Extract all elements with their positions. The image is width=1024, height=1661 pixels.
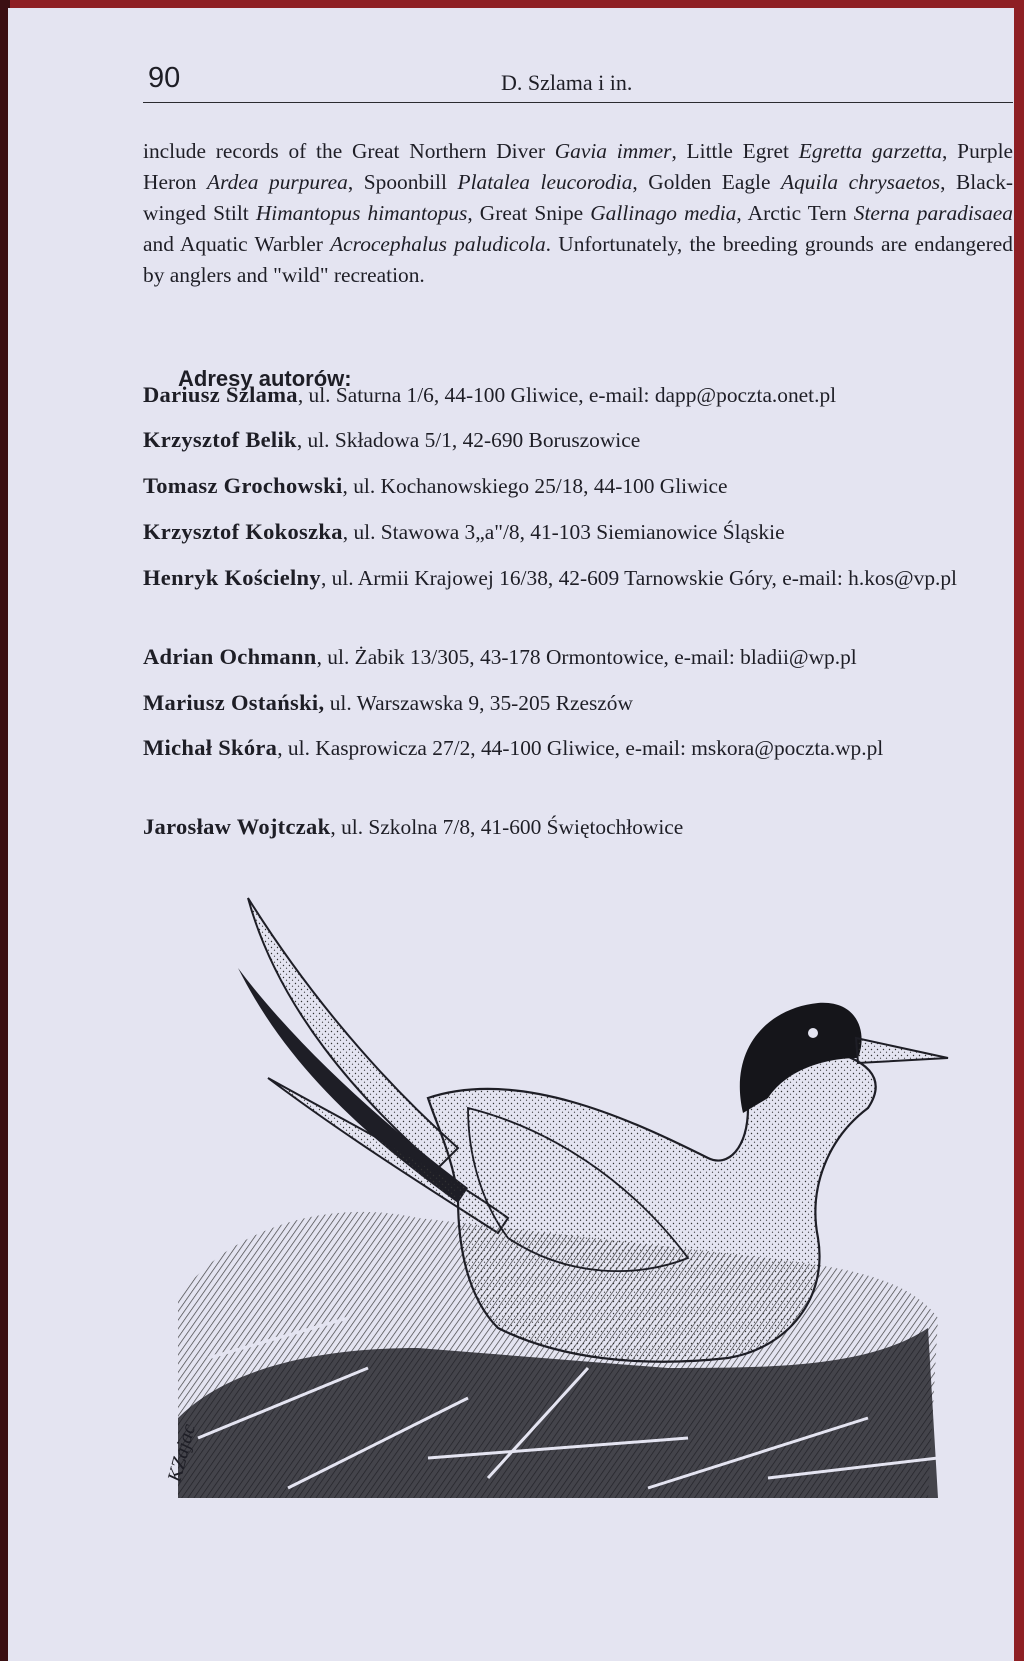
running-head: D. Szlama i in. [501,70,633,95]
author-entry [143,425,1013,455]
author-name: Mariusz Ostański, [143,690,325,715]
author-address: , ul. Stawowa 3„a"/8, 41-103 Siemianowice Śląskie [342,520,785,544]
book-page [8,8,1014,1661]
author-entry [143,812,1013,842]
author-name: Krzysztof Kokoszka [143,519,343,544]
artist-signature: KZajac [163,1421,201,1485]
author-entry [143,642,1013,672]
author-entry [143,517,1013,547]
author-entry [143,471,1013,501]
author-entry [143,733,1013,763]
page-number: 90 [148,62,181,94]
author-entry [143,688,1013,718]
author-address: , ul. Szkolna 7/8, 41-600 Świętochłowice [330,815,684,839]
page-header [143,58,1013,103]
author-address: , ul. Składowa 5/1, 42-690 Boruszowice [296,428,641,452]
author-entry [143,380,1013,410]
author-name: Adrian Ochmann [143,644,317,669]
author-name: Michał Skóra [143,735,278,760]
author-name: Dariusz Szlama [143,382,298,407]
author-address: , ul. Żabik 13/305, 43-178 Ormontowice, e-mail: bladii@wp.pl [316,645,857,669]
summary-paragraph: include records of the Great Northern Diver Gavia immer, Little Egret Egretta garzetta, Purple Heron Ardea purpurea, Spoonbill Platalea leucorodia, Golden Eagle Aquila chrysaetos, Black-winged Stilt Himantopus himantopus, Great Snipe Gallinago media, Arctic Tern Sterna paradisaea and Aquatic Warbler Acrocephalus paludicola. Unfortunately, the breeding grounds are endangered by anglers and "wild" recreation. [143,139,1014,287]
author-address: , ul. Saturna 1/6, 44-100 Gliwice, e-mail: dapp@poczta.onet.pl [297,383,837,407]
author-name: Henryk Kościelny [143,565,321,590]
author-name: Krzysztof Belik [143,427,297,452]
author-address: , ul. Armii Krajowej 16/38, 42-609 Tarnowskie Góry, e-mail: h.kos@vp.pl [320,566,958,590]
author-name: Jarosław Wojtczak [143,814,331,839]
author-address: ul. Warszawska 9, 35-205 Rzeszów [324,691,633,715]
author-entry [143,563,1013,593]
author-address: , ul. Kochanowskiego 25/18, 44-100 Gliwice [342,474,728,498]
tern-on-nest-drawing [163,898,998,1518]
author-name: Tomasz Grochowski [143,473,343,498]
author-address: , ul. Kasprowicza 27/2, 44-100 Gliwice, e-mail: mskora@poczta.wp.pl [277,736,884,760]
addresses-title: Adresy autorów: [178,366,352,391]
